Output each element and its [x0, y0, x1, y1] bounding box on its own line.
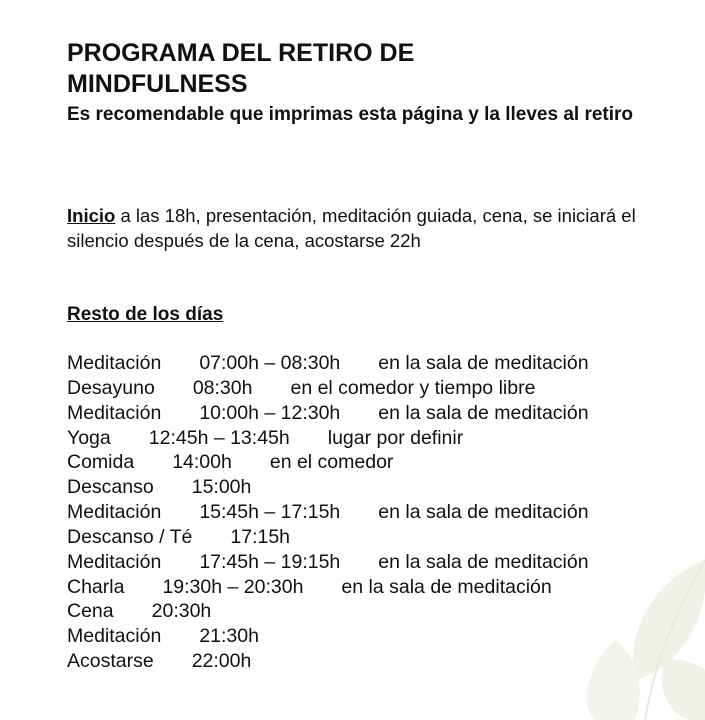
title-line-1: PROGRAMA DEL RETIRO DE [67, 39, 415, 67]
schedule-time: 07:00h – 08:30h [199, 352, 341, 374]
schedule-activity: Yoga [67, 426, 111, 449]
schedule-time: 14:00h [172, 451, 232, 474]
schedule-time: 10:00h – 12:30h [199, 401, 341, 424]
schedule-time: 17:15h [230, 525, 291, 548]
intro-paragraph [67, 203, 667, 253]
schedule-time: 21:30h [199, 625, 259, 648]
schedule-place: en el comedor [269, 451, 394, 474]
schedule-activity: Acostarse [67, 650, 154, 673]
section-title: Resto de los días [67, 304, 224, 325]
intro-lead: Inicio [67, 205, 116, 226]
schedule-time: 19:30h – 20:30h [162, 575, 304, 598]
schedule-activity: Comida [67, 451, 135, 474]
schedule-row [67, 599, 687, 624]
schedule-place: en la sala de meditación [378, 352, 589, 374]
intro-text: a las 18h, presentación, meditación guiada, cena, se iniciará el silencio después de la cena, acostarse 22h [67, 205, 636, 251]
schedule-row [67, 376, 687, 401]
schedule-time: 15:00h [191, 476, 252, 499]
schedule-row [67, 575, 687, 600]
schedule-row [67, 426, 687, 451]
schedule-time: 12:45h – 13:45h [148, 426, 290, 449]
schedule-place: en la sala de meditación [378, 501, 589, 524]
schedule-activity: Descanso [67, 476, 154, 499]
schedule-activity: Meditación [67, 625, 162, 648]
schedule-time: 15:45h – 17:15h [199, 501, 341, 524]
schedule-activity: Meditación [67, 501, 162, 524]
schedule-activity: Meditación [67, 352, 162, 374]
schedule-place: en la sala de meditación [341, 575, 552, 598]
schedule-activity: Meditación [67, 401, 162, 424]
schedule-time: 17:45h – 19:15h [199, 550, 341, 573]
schedule-list [67, 351, 687, 674]
page-title [67, 38, 627, 100]
page-subtitle: Es recomendable que imprimas esta página y la lleves al retiro [67, 104, 634, 125]
schedule-activity: Descanso / Té [67, 525, 193, 548]
schedule-place: en el comedor y tiempo libre [290, 376, 536, 399]
schedule-activity: Charla [67, 575, 125, 598]
schedule-row [67, 475, 687, 500]
schedule-row [67, 351, 687, 376]
schedule-row [67, 550, 687, 575]
schedule-row [67, 500, 687, 525]
schedule-time: 08:30h [192, 376, 253, 399]
schedule-row [67, 450, 687, 475]
schedule-row [67, 649, 687, 674]
schedule-row [67, 401, 687, 426]
schedule-activity: Cena [67, 600, 114, 623]
schedule-activity: Desayuno [67, 376, 155, 399]
schedule-place: en la sala de meditación [378, 550, 589, 573]
schedule-time: 22:00h [191, 650, 252, 673]
schedule-row [67, 525, 687, 550]
schedule-row [67, 624, 687, 649]
schedule-activity: Meditación [67, 550, 162, 573]
title-line-2: MINDFULNESS [67, 70, 248, 98]
schedule-time: 20:30h [151, 600, 212, 623]
schedule-place: en la sala de meditación [378, 401, 589, 424]
schedule-place: lugar por definir [327, 426, 464, 449]
